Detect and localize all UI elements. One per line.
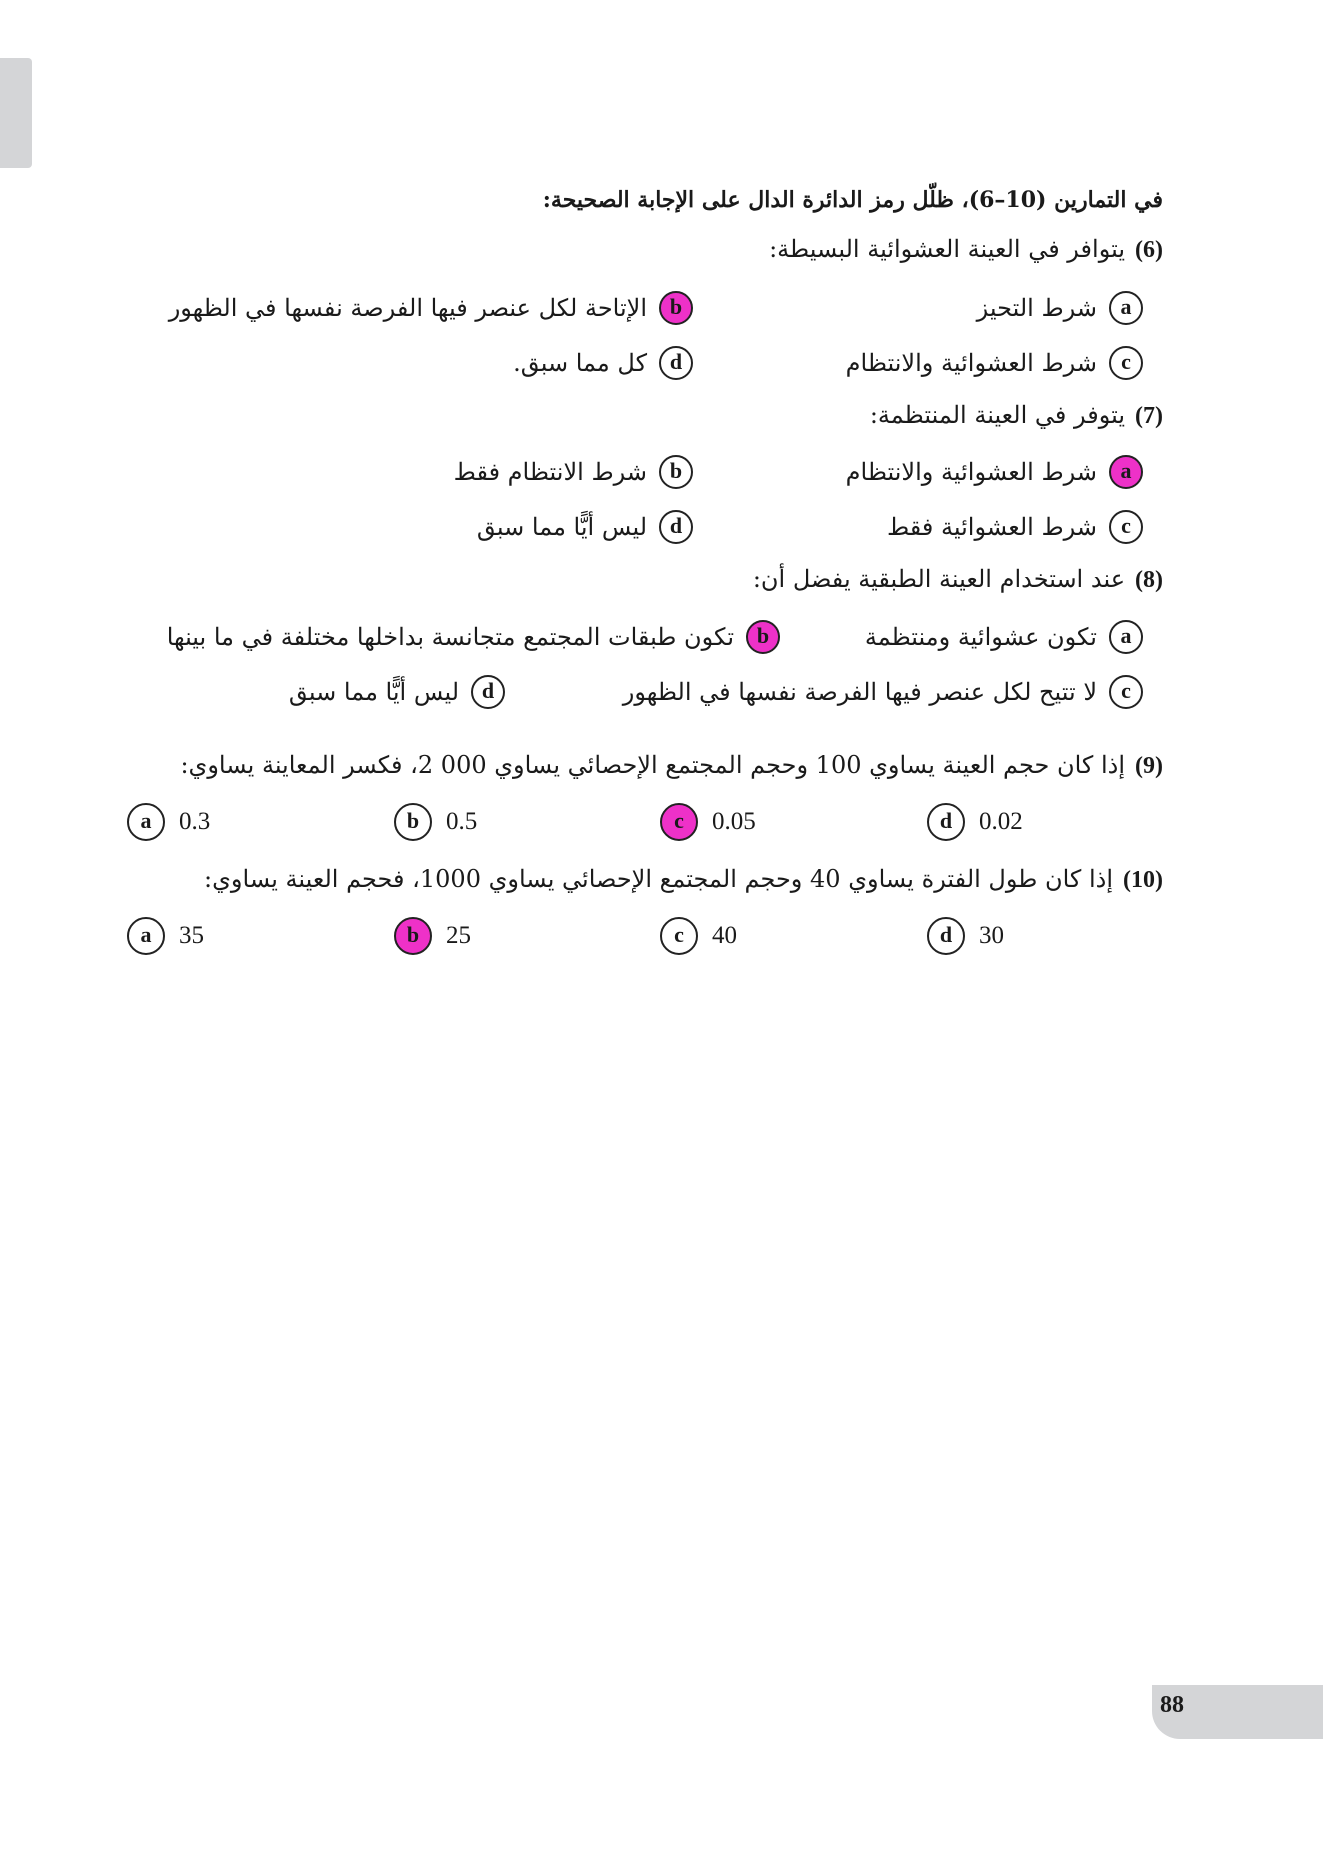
option-circle-a[interactable]: a (127, 803, 165, 841)
option-circle-c[interactable]: c (660, 917, 698, 955)
option-text: لا تتيح لكل عنصر فيها الفرصة نفسها في الظهور (622, 678, 1097, 706)
option-text: تكون طبقات المجتمع متجانسة بداخلها مختلفة في ما بينها (166, 623, 734, 651)
option-10b[interactable] (394, 915, 471, 957)
option-text: شرط العشوائية والانتظام (845, 458, 1097, 486)
option-circle-d[interactable]: d (927, 803, 965, 841)
option-9b[interactable] (394, 801, 477, 843)
option-circle-b[interactable]: b (394, 803, 432, 841)
option-circle-b[interactable]: b (659, 455, 693, 489)
option-circle-d[interactable]: d (927, 917, 965, 955)
option-circle-d[interactable]: d (659, 510, 693, 544)
option-8a[interactable] (865, 617, 1143, 657)
option-circle-b-selected[interactable]: b (659, 291, 693, 325)
question-number: (6) (1135, 237, 1163, 263)
page-number: 88 (1160, 1692, 1184, 1718)
option-9c[interactable] (660, 801, 756, 843)
option-text: 0.5 (446, 808, 478, 835)
option-text: شرط العشوائية والانتظام (845, 349, 1097, 377)
option-7b[interactable] (454, 452, 693, 492)
option-circle-a[interactable]: a (1109, 620, 1143, 654)
question-number: (9) (1135, 753, 1163, 779)
option-circle-d[interactable]: d (471, 675, 505, 709)
option-text: شرط الانتظام فقط (453, 458, 647, 486)
option-circle-a[interactable]: a (127, 917, 165, 955)
option-text: الإتاحة لكل عنصر فيها الفرصة نفسها في الظهور (168, 294, 647, 322)
option-10d[interactable] (927, 915, 1004, 957)
instructions-heading: في التمارين (10–6)، ظلّل رمز الدائرة الدال على الإجابة الصحيحة: (542, 187, 1163, 213)
option-text: تكون عشوائية ومنتظمة (864, 623, 1097, 651)
question-text: يتوفر في العينة المنتظمة: (869, 401, 1126, 429)
question-number: (7) (1135, 403, 1163, 429)
option-text: ليس أيًّا مما سبق (476, 513, 647, 541)
option-8c[interactable] (623, 672, 1143, 712)
option-9a[interactable] (127, 801, 210, 843)
option-9d[interactable] (927, 801, 1023, 843)
question-8 (753, 562, 1163, 597)
option-text: 40 (712, 922, 737, 949)
question-text: إذا كان طول الفترة يساوي 40 وحجم المجتمع الإحصائي يساوي 1000، فحجم العينة يساوي: (204, 865, 1114, 893)
question-text: عند استخدام العينة الطبقية يفضل أن: (752, 565, 1126, 593)
option-circle-c[interactable]: c (1109, 510, 1143, 544)
option-circle-a-selected[interactable]: a (1109, 455, 1143, 489)
question-number: (8) (1135, 567, 1163, 593)
option-6d[interactable] (513, 343, 693, 383)
option-8d[interactable] (289, 672, 505, 712)
option-text: 0.3 (179, 808, 211, 835)
question-10 (204, 862, 1163, 897)
option-circle-b-selected[interactable]: b (746, 620, 780, 654)
question-text: إذا كان حجم العينة يساوي 100 وحجم المجتمع الإحصائي يساوي 000 2، فكسر المعاينة يساوي: (180, 751, 1126, 779)
option-circle-c[interactable]: c (1109, 346, 1143, 380)
option-10c[interactable] (660, 915, 737, 957)
option-text: شرط العشوائية فقط (886, 513, 1097, 541)
option-6b[interactable] (169, 288, 693, 328)
side-tab-marker (0, 58, 32, 168)
option-text: 35 (179, 922, 204, 949)
question-text: يتوافر في العينة العشوائية البسيطة: (769, 235, 1126, 263)
option-10a[interactable] (127, 915, 204, 957)
question-7 (870, 398, 1163, 433)
option-circle-d[interactable]: d (659, 346, 693, 380)
option-8b[interactable] (167, 617, 780, 657)
option-6c[interactable] (846, 343, 1143, 383)
option-6a[interactable] (977, 288, 1143, 328)
option-text: 25 (446, 922, 471, 949)
question-6 (769, 232, 1163, 267)
option-text: كل مما سبق. (513, 349, 647, 377)
option-circle-c-selected[interactable]: c (660, 803, 698, 841)
option-text: ليس أيًّا مما سبق (288, 678, 459, 706)
question-9 (180, 748, 1163, 783)
option-circle-b-selected[interactable]: b (394, 917, 432, 955)
option-text: 0.02 (979, 808, 1023, 835)
option-circle-c[interactable]: c (1109, 675, 1143, 709)
option-text: شرط التحيز (976, 294, 1097, 322)
option-text: 30 (979, 922, 1004, 949)
option-text: 0.05 (712, 808, 756, 835)
option-7c[interactable] (887, 507, 1143, 547)
option-circle-a[interactable]: a (1109, 291, 1143, 325)
question-number: (10) (1123, 867, 1163, 893)
option-7a[interactable] (846, 452, 1143, 492)
option-7d[interactable] (477, 507, 693, 547)
